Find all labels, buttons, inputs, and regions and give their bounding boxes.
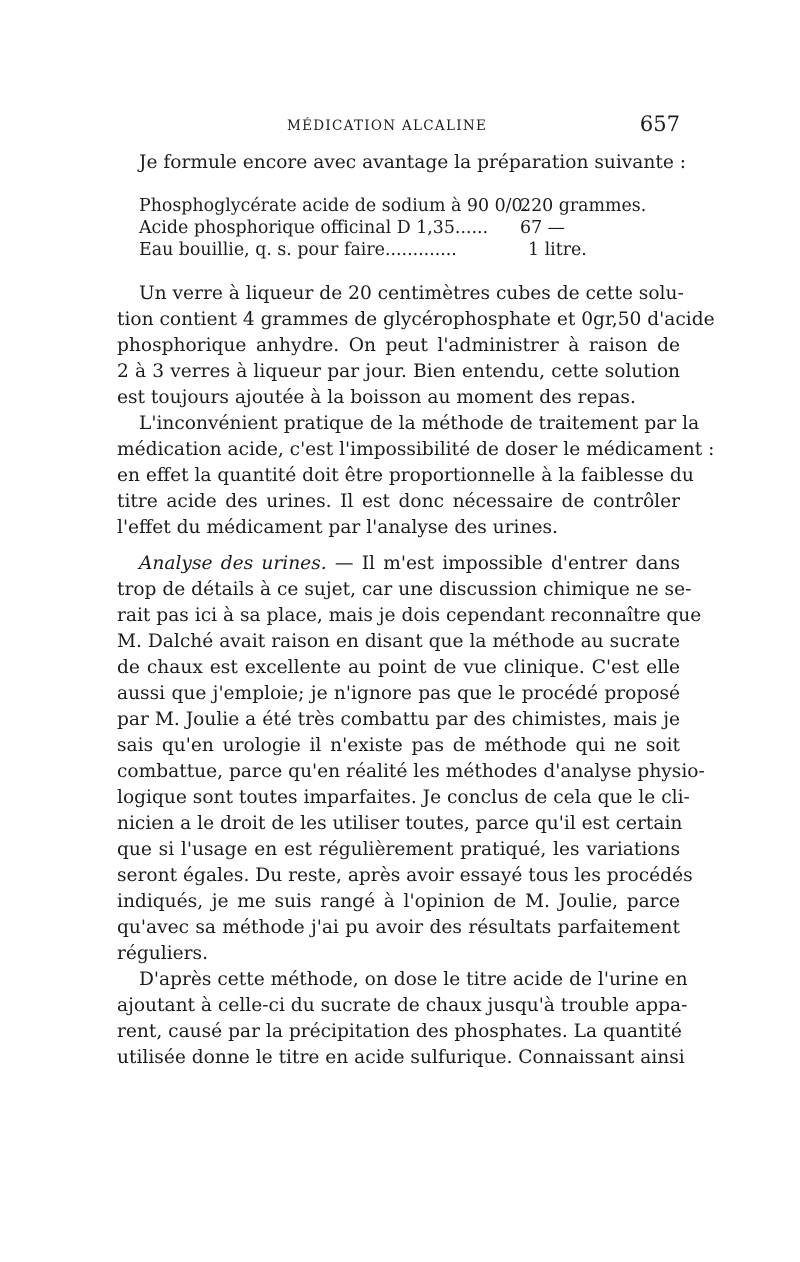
- text-line: réguliers.: [117, 943, 209, 964]
- text-line: par M. Joulie a été très combattu par des chimistes, mais je: [117, 709, 680, 730]
- formula-value: 67 —: [520, 218, 566, 238]
- text-line: phosphorique anhydre. On peut l'administrer à raison de: [117, 335, 680, 356]
- text-line: indiqués, je me suis rangé à l'opinion de M. Joulie, parce: [117, 891, 680, 912]
- formula-label: Phosphoglycérate acide de sodium à 90 0/0.: [139, 196, 529, 216]
- text-line: ajoutant à celle-ci du sucrate de chaux jusqu'à trouble appa-: [117, 995, 688, 1016]
- text-line: nicien a le droit de les utiliser toutes, parce qu'il est certain: [117, 813, 683, 834]
- page-header: [117, 112, 680, 142]
- text-line: 2 à 3 verres à liqueur par jour. Bien entendu, cette solution: [117, 361, 680, 382]
- text-line: rait pas ici à sa place, mais je dois cependant reconnaître que: [117, 605, 702, 626]
- text-line: utilisée donne le titre en acide sulfurique. Connaissant ainsi: [117, 1047, 685, 1068]
- text-line: médication acide, c'est l'impossibilité de doser le médicament :: [117, 439, 715, 460]
- intro-line: Je formule encore avec avantage la préparation suivante :: [139, 152, 687, 173]
- text-span: — Il m'est impossible d'entrer dans: [326, 553, 680, 574]
- text-line: en effet la quantité doit être proportionnelle à la faiblesse du: [117, 465, 694, 486]
- text-line: que si l'usage en est régulièrement pratiqué, les variations: [117, 839, 680, 860]
- formula-value: 220 grammes.: [520, 196, 647, 216]
- formula-value: 1 litre.: [528, 240, 587, 260]
- text-line: D'après cette méthode, on dose le titre acide de l'urine en: [139, 969, 688, 990]
- text-line: combattue, parce qu'en réalité les méthodes d'analyse physio-: [117, 761, 705, 782]
- text-line: qu'avec sa méthode j'ai pu avoir des résultats parfaitement: [117, 917, 680, 938]
- text-line: L'inconvénient pratique de la méthode de traitement par la: [139, 413, 700, 434]
- text-line: de chaux est excellente au point de vue clinique. C'est elle: [117, 657, 680, 678]
- section-heading: Analyse des urines.: [139, 553, 327, 574]
- text-line: l'effet du médicament par l'analyse des urines.: [117, 517, 558, 538]
- text-line: est toujours ajoutée à la boisson au moment des repas.: [117, 387, 636, 408]
- text-line: [139, 551, 680, 577]
- text-line: trop de détails à ce sujet, car une discussion chimique ne se-: [117, 579, 692, 600]
- running-title: MÉDICATION ALCALINE: [287, 118, 488, 134]
- text-line: rent, causé par la précipitation des phosphates. La quantité: [117, 1021, 682, 1042]
- text-line: aussi que j'emploie; je n'ignore pas que le procédé proposé: [117, 683, 680, 704]
- text-line: logique sont toutes imparfaites. Je conclus de cela que le cli-: [117, 787, 690, 808]
- page-number: 657: [639, 112, 680, 136]
- text-line: sais qu'en urologie il n'existe pas de méthode qui ne soit: [117, 735, 680, 756]
- text-line: tion contient 4 grammes de glycérophosphate et 0gr,50 d'acide: [117, 309, 715, 330]
- text-line: M. Dalché avait raison en disant que la méthode au sucrate: [117, 631, 680, 652]
- text-line: titre acide des urines. Il est donc nécessaire de contrôler: [117, 491, 680, 512]
- text-line: Un verre à liqueur de 20 centimètres cubes de cette solu-: [139, 283, 684, 304]
- formula-label: Eau bouillie, q. s. pour faire.............: [139, 240, 457, 260]
- formula-label: Acide phosphorique officinal D 1,35......: [139, 218, 489, 238]
- text-line: seront égales. Du reste, après avoir essayé tous les procédés: [117, 865, 693, 886]
